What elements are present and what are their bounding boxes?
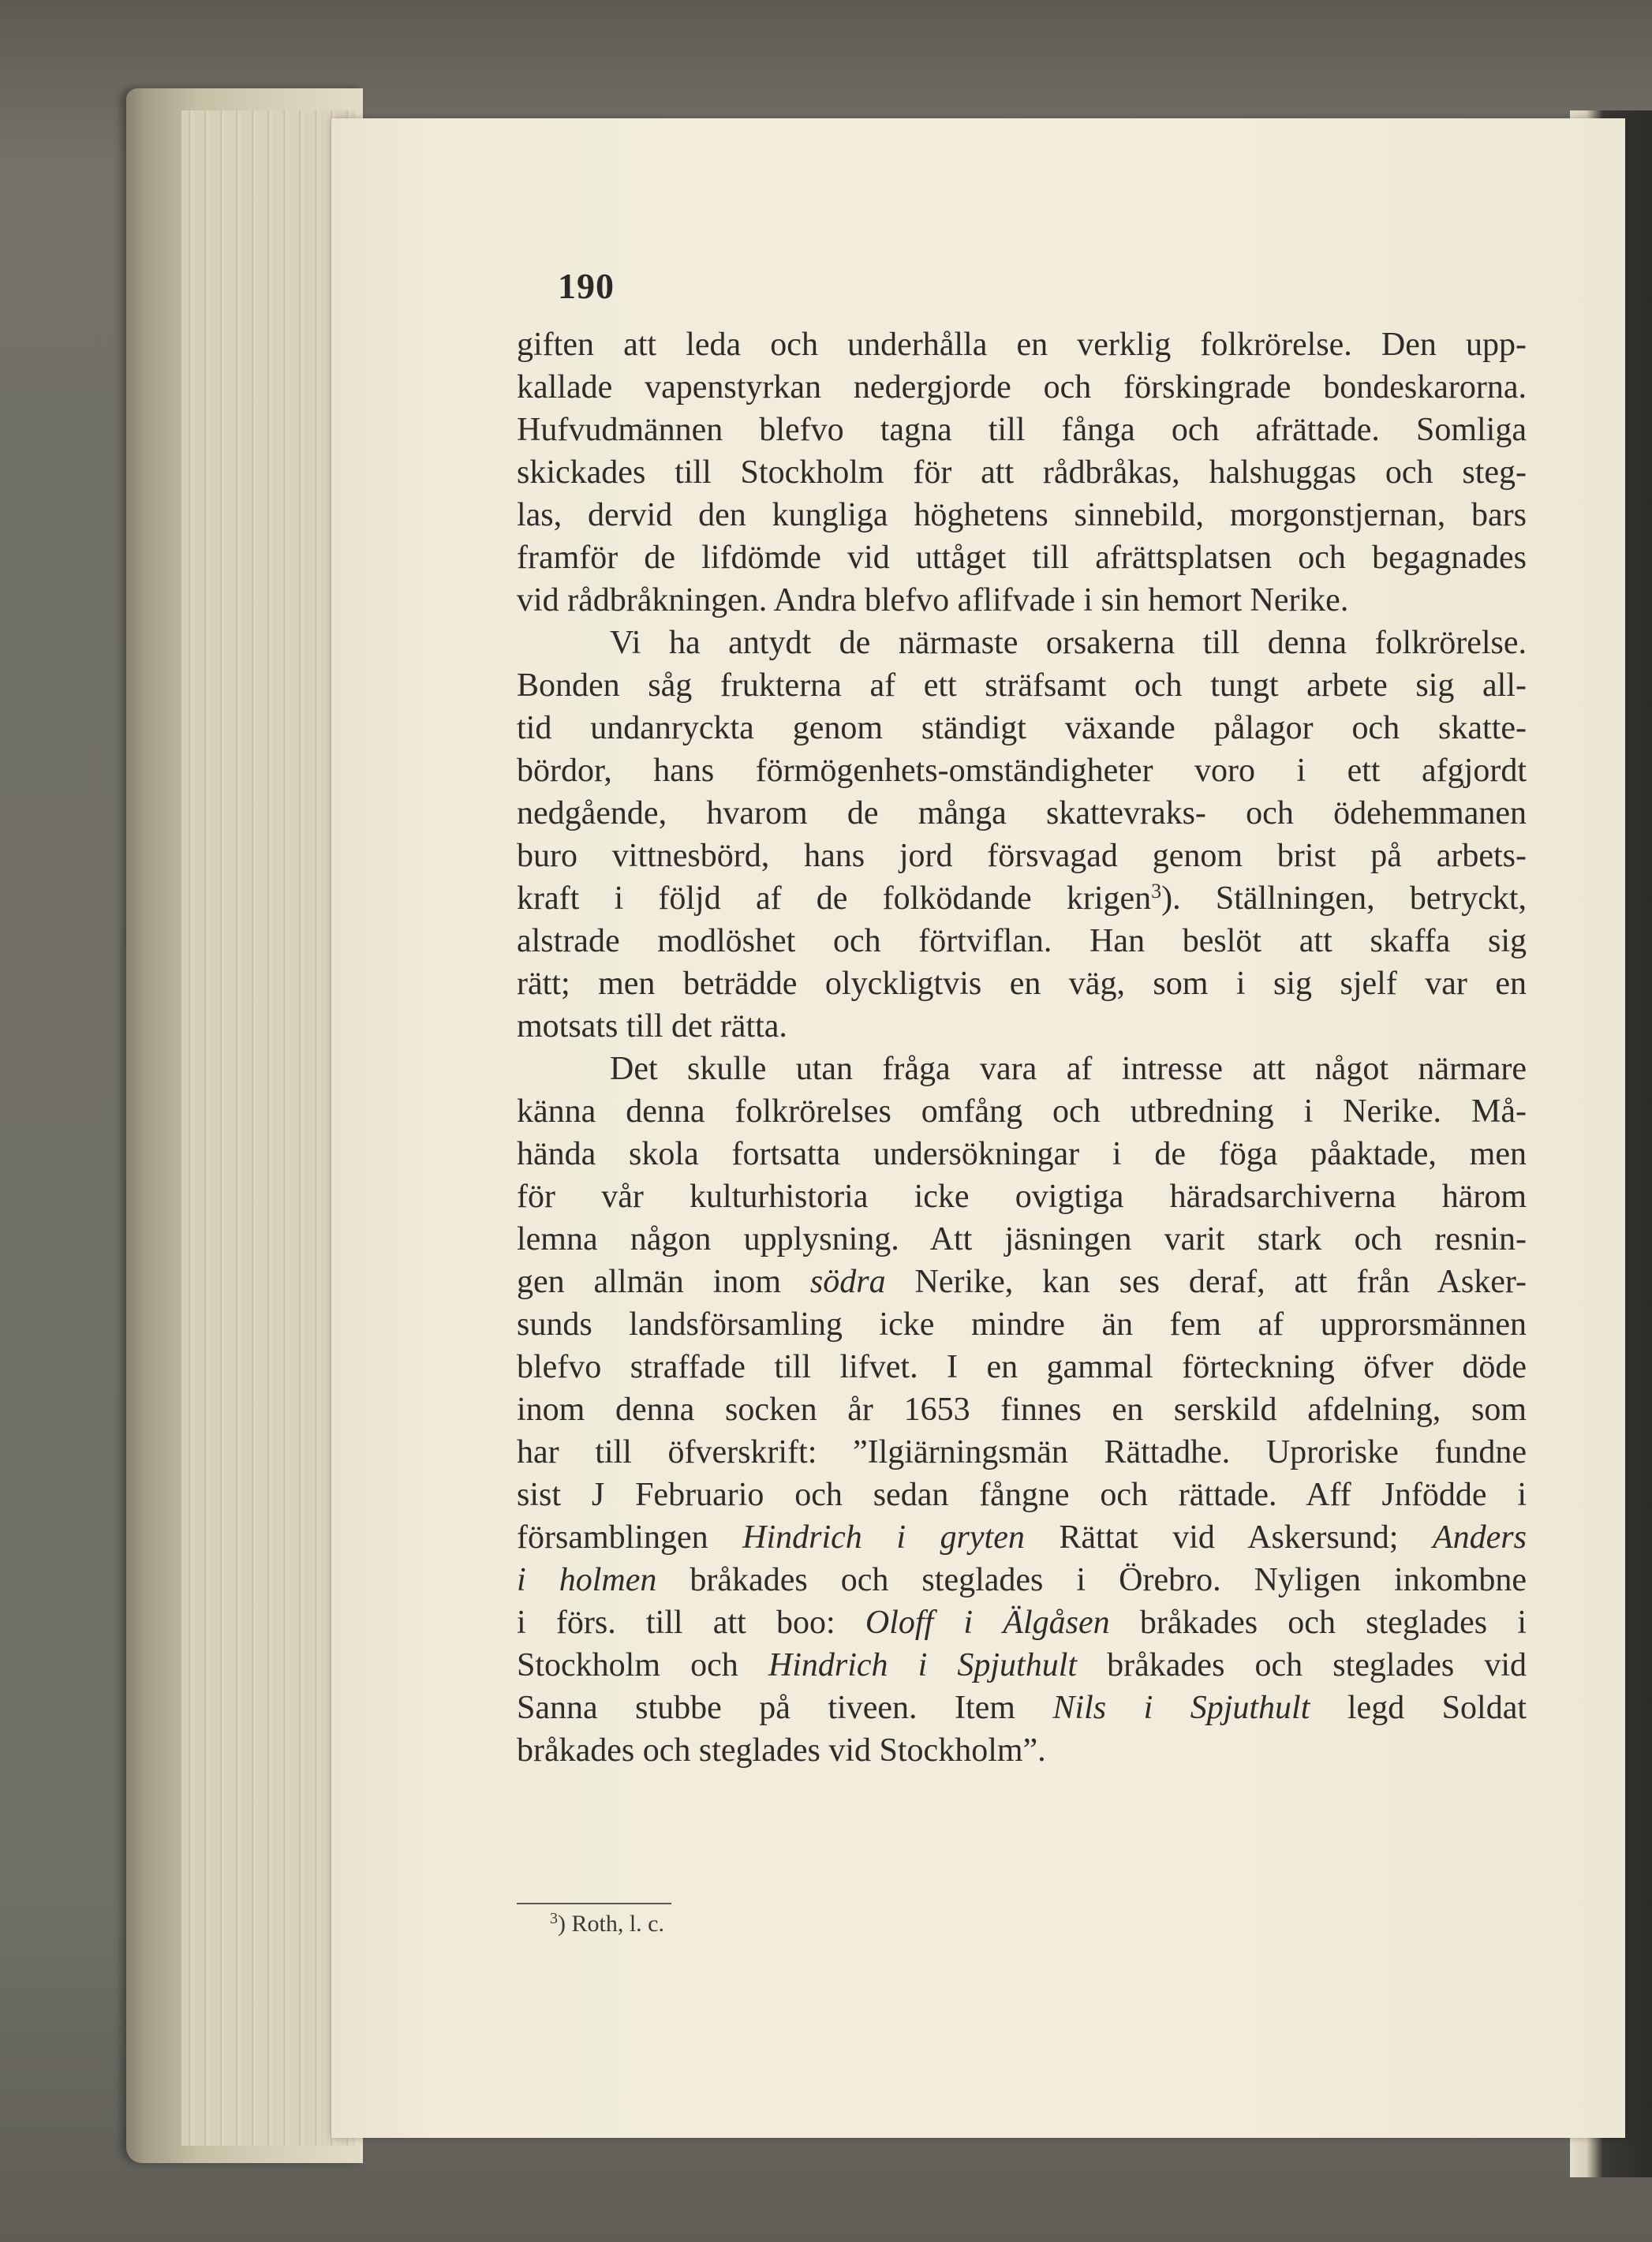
text-segment: giften att leda och underhålla en verklig folkrörelse. Den upp- bbox=[517, 327, 1527, 363]
text-line bbox=[517, 749, 1527, 792]
text-segment: las, dervid den kungliga höghetens sinnebild, morgonstjernan, bars bbox=[517, 497, 1527, 533]
text-line bbox=[517, 494, 1527, 536]
text-segment: sist J Februario och sedan fångne och rättade. Aff Jnfödde i bbox=[517, 1477, 1527, 1513]
text-segment: bråkades och steglades i bbox=[1109, 1605, 1527, 1641]
text-line bbox=[517, 323, 1527, 366]
text-line bbox=[517, 1431, 1527, 1474]
text-segment: bråkades och steglades i Örebro. Nyligen inkombne bbox=[656, 1562, 1527, 1598]
footnote bbox=[550, 1911, 664, 1937]
text-segment: nedgående, hvarom de många skattevraks- och ödehemmanen bbox=[517, 795, 1527, 831]
italic-name: Nils i Spjuthult bbox=[1052, 1690, 1310, 1726]
page-stack-texture bbox=[181, 110, 355, 2146]
text-segment: framför de lifdömde vid uttåget till afrättsplatsen och begagnades bbox=[517, 540, 1527, 576]
text-line bbox=[517, 1175, 1527, 1218]
footnote-reference: 3 bbox=[1151, 880, 1162, 902]
text-line bbox=[517, 1474, 1527, 1516]
text-line bbox=[517, 366, 1527, 409]
body-text bbox=[517, 323, 1527, 1772]
text-segment: skickades till Stockholm för att rådbråkas, halshuggas och steg- bbox=[517, 454, 1527, 491]
text-segment: lemna någon upplysning. Att jäsningen varit stark och resnin- bbox=[517, 1221, 1527, 1257]
text-line bbox=[517, 1303, 1527, 1346]
text-segment: för vår kulturhistoria icke ovigtiga häradsarchiverna härom bbox=[517, 1179, 1527, 1215]
text-line bbox=[517, 1516, 1527, 1559]
italic-name: Oloff i Älgåsen bbox=[865, 1605, 1110, 1641]
italic-name: Anders bbox=[1433, 1519, 1527, 1556]
text-segment: alstrade modlöshet och förtviflan. Han beslöt att skaffa sig bbox=[517, 923, 1527, 959]
text-line bbox=[517, 962, 1527, 1005]
text-line bbox=[517, 622, 1527, 664]
text-line bbox=[517, 1133, 1527, 1175]
text-line bbox=[517, 1218, 1527, 1261]
text-segment: bråkades och steglades vid bbox=[1077, 1647, 1527, 1683]
text-segment: hända skola fortsatta undersökningar i de föga påaktade, men bbox=[517, 1136, 1527, 1172]
text-line bbox=[517, 1090, 1527, 1133]
page-number: 190 bbox=[558, 266, 615, 306]
text-line bbox=[517, 1388, 1527, 1431]
text-segment: Hufvudmännen blefvo tagna till fånga och afrättade. Somliga bbox=[517, 412, 1527, 448]
text-segment: Vi ha antydt de närmaste orsakerna till denna folkrörelse. bbox=[610, 625, 1527, 661]
text-segment: buro vittnesbörd, hans jord försvagad genom brist på arbets- bbox=[517, 838, 1527, 874]
text-segment: Stockholm och bbox=[517, 1647, 768, 1683]
text-segment: Sanna stubbe på tiveen. Item bbox=[517, 1690, 1053, 1726]
text-line bbox=[517, 1559, 1527, 1601]
text-line bbox=[517, 792, 1527, 835]
italic-name: södra bbox=[809, 1264, 886, 1300]
text-line bbox=[517, 1729, 1527, 1772]
text-line bbox=[517, 579, 1527, 622]
text-segment: Rättat vid Askersund; bbox=[1024, 1519, 1433, 1556]
text-segment: blefvo straffade till lifvet. I en gammal förteckning öfver döde bbox=[517, 1349, 1527, 1385]
text-line bbox=[517, 877, 1527, 920]
text-line bbox=[517, 451, 1527, 494]
footnote-marker: 3 bbox=[550, 1910, 558, 1927]
italic-name: Hindrich i Spjuthult bbox=[768, 1647, 1078, 1683]
text-line bbox=[517, 1005, 1527, 1048]
text-segment: kallade vapenstyrkan nedergjorde och förskingrade bondeskarorna. bbox=[517, 369, 1527, 405]
text-segment: inom denna socken år 1653 finnes en serskild afdelning, som bbox=[517, 1392, 1527, 1428]
text-line bbox=[517, 1048, 1527, 1090]
text-line bbox=[517, 707, 1527, 749]
text-segment: känna denna folkrörelses omfång och utbredning i Nerike. Må- bbox=[517, 1093, 1527, 1130]
text-segment: bördor, hans förmögenhets-omständigheter voro i ett afgjordt bbox=[517, 753, 1527, 789]
text-segment: i förs. till att boo: bbox=[517, 1605, 865, 1641]
text-segment: tid undanryckta genom ständigt växande pålagor och skatte- bbox=[517, 710, 1527, 746]
text-segment: motsats till det rätta. bbox=[517, 1008, 787, 1044]
text-line bbox=[517, 1687, 1527, 1729]
text-segment: gen allmän inom bbox=[517, 1264, 810, 1300]
text-line bbox=[517, 664, 1527, 707]
text-line bbox=[517, 409, 1527, 451]
text-line bbox=[517, 920, 1527, 962]
text-segment: sunds landsförsamling icke mindre än fem af upprorsmännen bbox=[517, 1306, 1527, 1343]
italic-name: i holmen bbox=[517, 1562, 657, 1598]
text-line bbox=[517, 1601, 1527, 1644]
text-line bbox=[517, 1644, 1527, 1687]
text-segment: Nerike, kan ses deraf, att från Asker- bbox=[885, 1264, 1527, 1300]
footnote-rule bbox=[517, 1903, 671, 1904]
text-segment: ). Ställningen, betryckt, bbox=[1161, 880, 1527, 917]
text-line bbox=[517, 835, 1527, 877]
text-segment: församblingen bbox=[517, 1519, 743, 1556]
text-line bbox=[517, 1261, 1527, 1303]
footnote-text: ) Roth, l. c. bbox=[558, 1911, 664, 1937]
text-line bbox=[517, 536, 1527, 579]
text-segment: kraft i följd af de folködande krigen bbox=[517, 880, 1152, 917]
text-segment: bråkades och steglades vid Stockholm”. bbox=[517, 1732, 1046, 1769]
text-segment: har till öfverskrift: ”Ilgiärningsmän Rättadhe. Uproriske fundne bbox=[517, 1434, 1527, 1470]
text-segment: vid rådbråkningen. Andra blefvo aflifvade i sin hemort Nerike. bbox=[517, 582, 1349, 618]
text-segment: legd Soldat bbox=[1310, 1690, 1527, 1726]
text-segment: Det skulle utan fråga vara af intresse att något närmare bbox=[610, 1051, 1527, 1087]
text-segment: rätt; men beträdde olyckligtvis en väg, som i sig sjelf var en bbox=[517, 966, 1527, 1002]
text-line bbox=[517, 1346, 1527, 1388]
italic-name: Hindrich i gryten bbox=[742, 1519, 1025, 1556]
text-segment: Bonden såg frukterna af ett sträfsamt och tungt arbete sig all- bbox=[517, 667, 1527, 704]
